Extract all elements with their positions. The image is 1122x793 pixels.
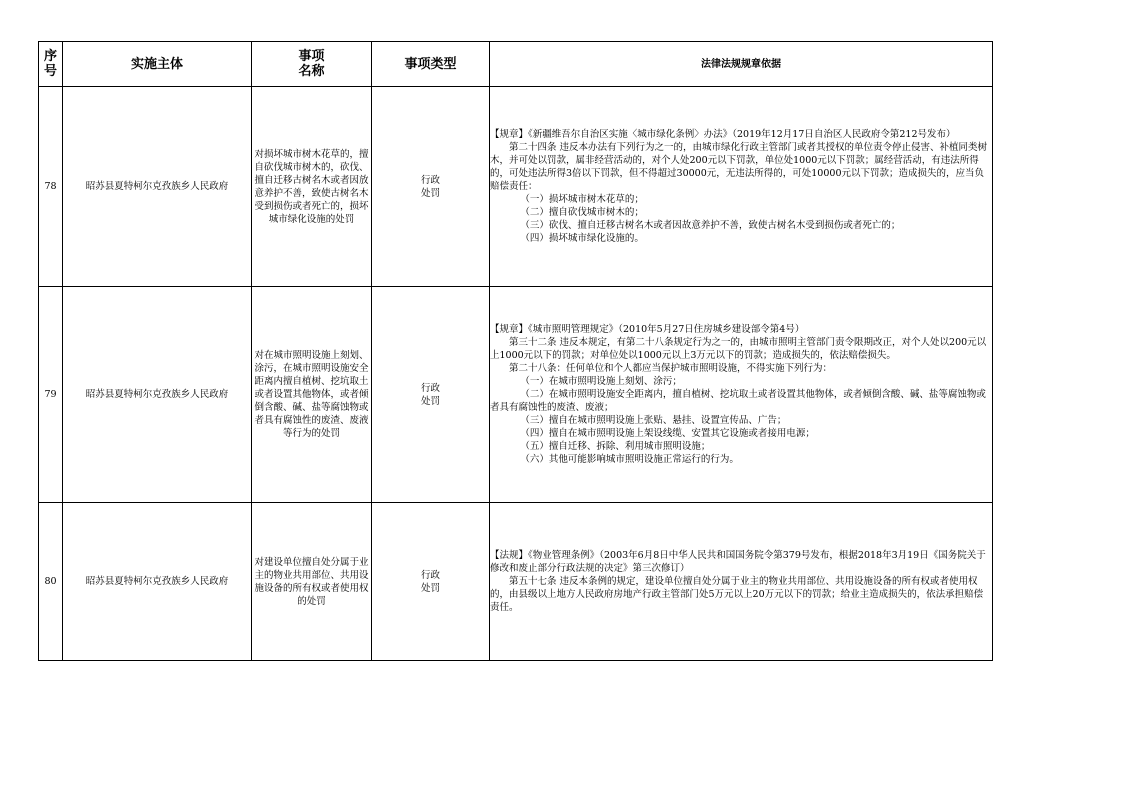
- basis-item: （二）在城市照明设施安全距离内，擅自植树、挖坑取土或者设置其他物体，或者倾倒含酸、碱、盐等腐蚀物或者具有腐蚀性的废渣、废液；: [490, 389, 986, 413]
- basis-item: （一）在城市照明设施上刻划、涂污；: [520, 376, 682, 387]
- basis-article: 第三十二条 违反本规定，有第二十八条规定行为之一的，由城市照明主管部门责令限期改正，对个人处以200元以上1000元以下的罚款；对单位处以1000元以上3万元以下的罚款；造成损失的，依法赔偿损失。: [490, 337, 987, 361]
- basis-item: （三）砍伐、擅自迁移古树名木或者因故意养护不善，致使古树名木受到损伤或者死亡的；: [520, 220, 901, 231]
- table-row: [39, 503, 993, 661]
- row-seq: 79: [39, 287, 63, 503]
- row-agency: 昭苏县夏特柯尔克孜族乡人民政府: [63, 503, 252, 661]
- header-seq: 序 号: [39, 42, 63, 87]
- enforcement-table: [38, 41, 993, 661]
- basis-item: （五）擅自迁移、拆除、利用城市照明设施；: [520, 441, 711, 452]
- row-item-type: 行政 处罚: [372, 503, 490, 661]
- row-agency: 昭苏县夏特柯尔克孜族乡人民政府: [63, 287, 252, 503]
- basis-item: （四）损坏城市绿化设施的。: [520, 233, 644, 244]
- row-seq: 78: [39, 87, 63, 287]
- basis-article: 第二十四条 违反本办法有下列行为之一的，由城市绿化行政主管部门或者其授权的单位责令停止侵害、补植同类树木，并可处以罚款，属非经营活动的，对个人处200元以下罚款，单位处1000元以下罚款；属经营活动，有违法所得的，可处违法所得3倍以下罚款，但不得超过30000元，无违法所得的，可处10000元以下罚款；造成损失的，应当负赔偿责任：: [490, 142, 988, 192]
- basis-item: （三）擅自在城市照明设施上张贴、悬挂、设置宣传品、广告；: [520, 415, 787, 426]
- header-item-type: 事项类型: [372, 42, 490, 87]
- header-agency: 实施主体: [63, 42, 252, 87]
- basis-article: 第五十七条 违反本条例的规定，建设单位擅自处分属于业主的物业共用部位、共用设施设备的所有权或者使用权的，由县级以上地方人民政府房地产行政主管部门处5万元以上20万元以下的罚款；给业主造成损失的，依法承担赔偿责任。: [490, 576, 984, 613]
- row-seq: 80: [39, 503, 63, 661]
- basis-item: （六）其他可能影响城市照明设施正常运行的行为。: [520, 454, 739, 465]
- row-legal-basis: [490, 87, 993, 287]
- row-item-type: 行政 处罚: [372, 287, 490, 503]
- table-row: [39, 287, 993, 503]
- table-row: [39, 87, 993, 287]
- row-item-type: 行政 处罚: [372, 87, 490, 287]
- basis-title: 【规章】《城市照明管理规定》（2010年5月27日住房城乡建设部令第4号）: [490, 324, 805, 335]
- header-item-name: 事项 名称: [252, 42, 372, 87]
- row-agency: 昭苏县夏特柯尔克孜族乡人民政府: [63, 87, 252, 287]
- row-item-name: 对在城市照明设施上刻划、涂污，在城市照明设施安全距离内擅自植树、挖坑取土或者设置其他物体，或者倾倒含酸、碱、盐等腐蚀物或者具有腐蚀性的废渣、废液等行为的处罚: [252, 287, 372, 503]
- basis-item: （四）擅自在城市照明设施上架设线缆、安置其它设施或者接用电源；: [520, 428, 815, 439]
- basis-item: （二）擅自砍伐城市树木的；: [520, 207, 644, 218]
- basis-title: 【法规】《物业管理条例》（2003年6月8日中华人民共和国国务院令第379号发布，根据2018年3月19日《国务院关于修改和废止部分行政法规的决定》第三次修订）: [490, 550, 986, 574]
- header-row: [39, 42, 993, 87]
- basis-article-2: 第二十八条：任何单位和个人都应当保护城市照明设施，不得实施下列行为：: [509, 363, 833, 374]
- row-item-name: 对建设单位擅自处分属于业主的物业共用部位、共用设施设备的所有权或者使用权的处罚: [252, 503, 372, 661]
- basis-title: 【规章】《新疆维吾尔自治区实施〈城市绿化条例〉办法》（2019年12月17日自治区人民政府令第212号发布）: [490, 129, 956, 140]
- row-item-name: 对损坏城市树木花草的，擅自砍伐城市树木的，砍伐、擅自迁移古树名木或者因放意养护不善，致使古树名木受到损伤或者死亡的，损坏城市绿化设施的处罚: [252, 87, 372, 287]
- row-legal-basis: [490, 503, 993, 661]
- basis-item: （一）损坏城市树木花草的；: [520, 194, 644, 205]
- row-legal-basis: [490, 287, 993, 503]
- header-legal-basis: 法律法规规章依据: [490, 42, 993, 87]
